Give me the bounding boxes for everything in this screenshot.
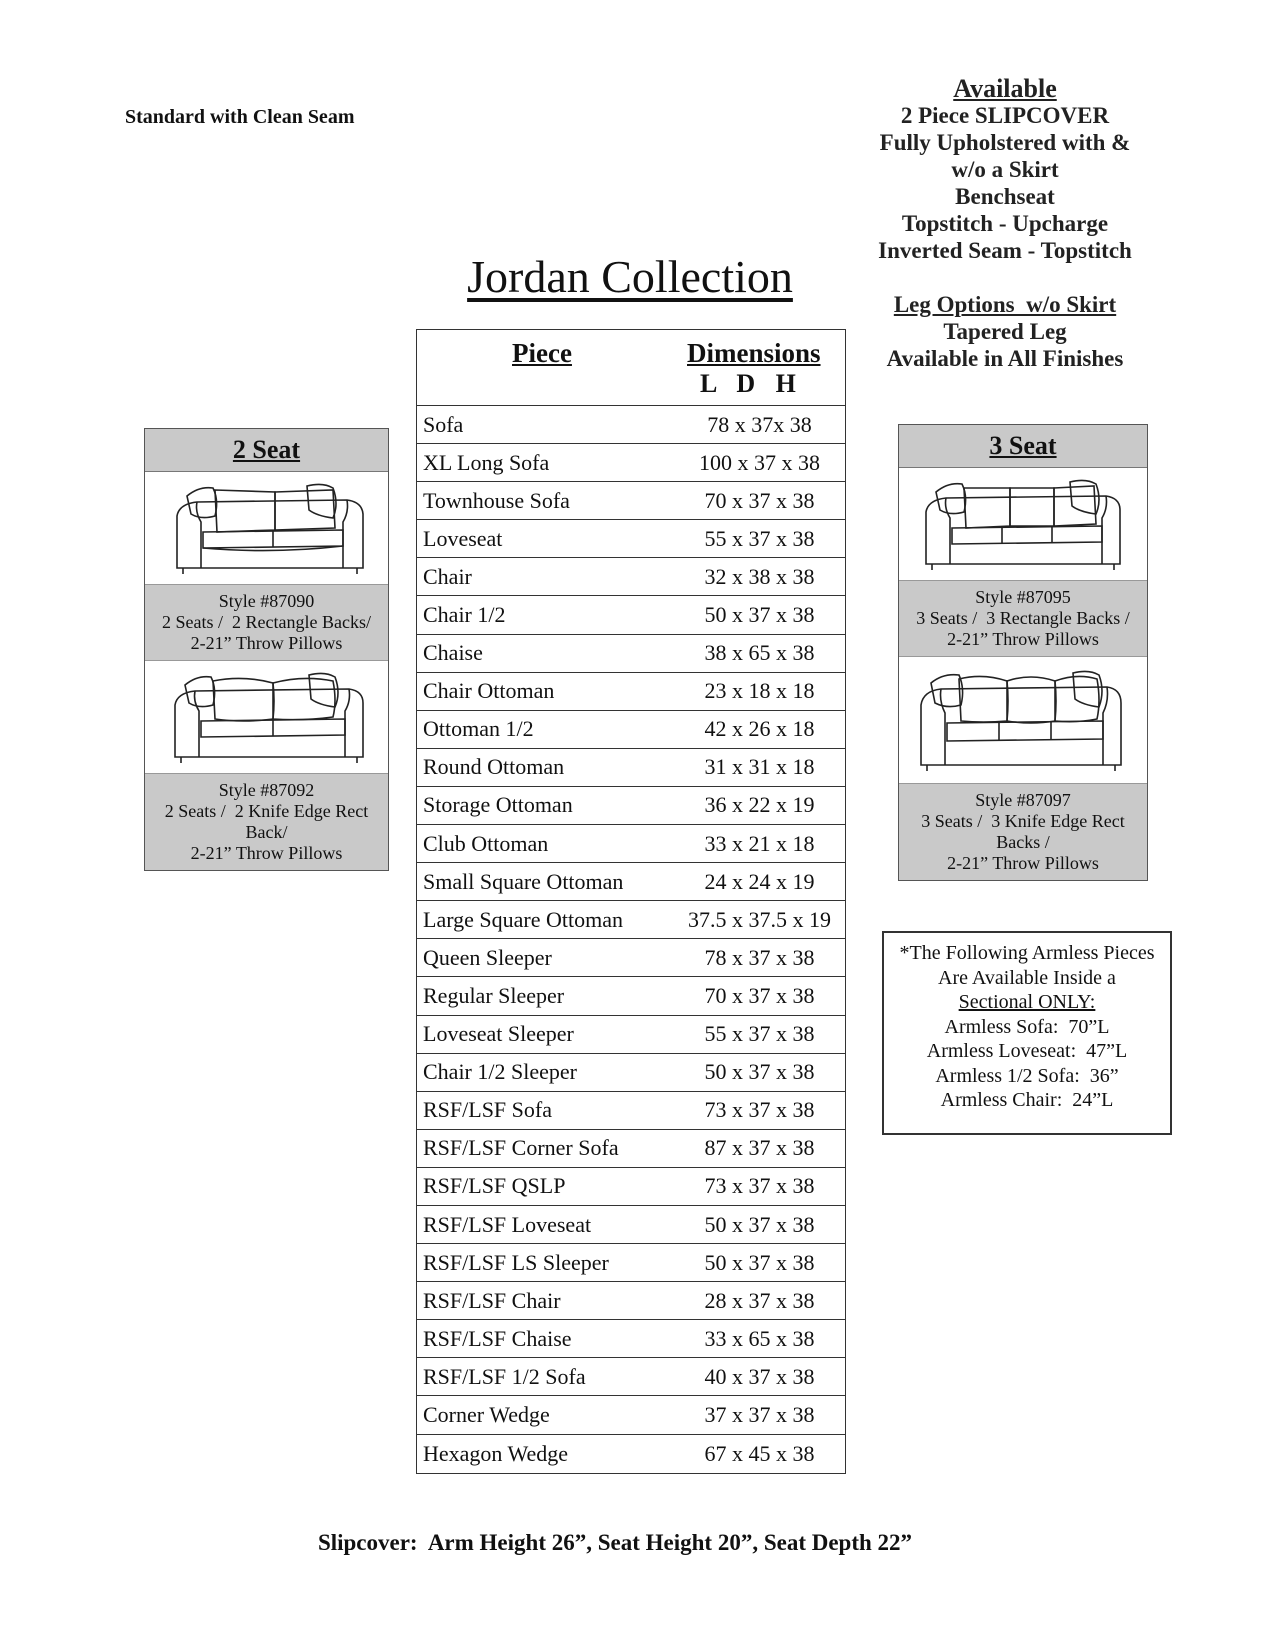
style-desc: 2-21” Throw Pillows (947, 853, 1099, 873)
piece-name: Club Ottoman (423, 830, 549, 856)
piece-dimensions: 70 x 37 x 38 (704, 982, 815, 1008)
piece-name: Corner Wedge (423, 1401, 550, 1427)
table-row (417, 520, 845, 558)
piece-name: Loveseat Sleeper (423, 1021, 574, 1047)
piece-dimensions: 87 x 37 x 38 (704, 1135, 815, 1161)
style-desc: Back/ (245, 822, 288, 842)
available-line: Topstitch - Upcharge (901, 211, 1109, 236)
armless-item: Armless Loveseat: 47”L (926, 1040, 1128, 1062)
sofa-2-seat-knife-illustration (145, 661, 388, 774)
table-row (417, 1016, 845, 1054)
style-number: Style #87090 (218, 591, 315, 611)
piece-name: RSF/LSF LS Sleeper (423, 1249, 609, 1275)
table-row (417, 1396, 845, 1434)
piece-dimensions: 42 x 26 x 18 (704, 716, 815, 742)
style-87092-caption (145, 774, 388, 870)
table-row (417, 635, 845, 673)
piece-dimensions: 55 x 37 x 38 (704, 1021, 815, 1047)
piece-dimensions: 50 x 37 x 38 (704, 602, 815, 628)
table-row (417, 1282, 845, 1320)
collection-title: Jordan Collection (467, 251, 793, 302)
style-number: Style #87092 (218, 780, 315, 800)
sofa-2-seat-rect-illustration (145, 472, 388, 585)
table-row (417, 977, 845, 1015)
armless-line: Are Available Inside a (938, 966, 1116, 989)
three-seat-panel (898, 424, 1148, 881)
table-row (417, 406, 845, 444)
table-row (417, 558, 845, 596)
piece-dimensions: 37.5 x 37.5 x 19 (688, 906, 831, 932)
piece-dimensions: 78 x 37 x 38 (704, 944, 815, 970)
available-line: Inverted Seam - Topstitch (878, 238, 1132, 263)
piece-name: RSF/LSF Loveseat (423, 1211, 592, 1237)
piece-name: RSF/LSF Corner Sofa (423, 1135, 619, 1161)
available-line: Benchseat (955, 184, 1055, 209)
table-row (417, 939, 845, 977)
piece-name: Chair (423, 563, 472, 589)
piece-dimensions: 23 x 18 x 18 (704, 678, 815, 704)
armless-item: Armless Chair: 24”L (940, 1089, 1114, 1111)
piece-name: RSF/LSF 1/2 Sofa (423, 1363, 586, 1389)
piece-dimensions: 36 x 22 x 19 (704, 792, 815, 818)
dimensions-table (416, 329, 846, 1474)
piece-name: RSF/LSF Chaise (423, 1325, 572, 1351)
piece-name: Small Square Ottoman (423, 868, 624, 894)
piece-name: RSF/LSF Chair (423, 1287, 561, 1313)
piece-dimensions: 78 x 37x 38 (707, 411, 812, 437)
armless-item: Armless 1/2 Sofa: 36” (935, 1064, 1119, 1087)
piece-dimensions: 33 x 65 x 38 (704, 1325, 815, 1351)
piece-name: Hexagon Wedge (423, 1440, 569, 1466)
table-row (417, 863, 845, 901)
piece-name: Round Ottoman (423, 754, 565, 780)
leg-options-title: Leg Options w/o Skirt (893, 292, 1117, 317)
slipcover-footer: Slipcover: Arm Height 26”, Seat Height 20”, Seat Depth 22” (317, 1530, 913, 1555)
dimensions-column-header: Dimensions (687, 338, 821, 368)
piece-name: Large Square Ottoman (423, 906, 623, 932)
table-row (417, 1130, 845, 1168)
piece-dimensions: 33 x 21 x 18 (704, 830, 815, 856)
armless-line: Sectional ONLY: (958, 991, 1096, 1013)
style-desc: 2 Seats / 2 Rectangle Backs/ (162, 612, 371, 632)
piece-dimensions: 50 x 37 x 38 (704, 1059, 815, 1085)
armless-pieces-box (882, 931, 1172, 1135)
style-desc: 2-21” Throw Pillows (947, 629, 1099, 649)
piece-dimensions: 67 x 45 x 38 (704, 1440, 815, 1466)
sofa-3-seat-rect-illustration (899, 468, 1147, 581)
table-row (417, 901, 845, 939)
table-row (417, 787, 845, 825)
table-row (417, 1206, 845, 1244)
piece-dimensions: 70 x 37 x 38 (704, 487, 815, 513)
piece-name: Ottoman 1/2 (423, 716, 534, 742)
style-desc: Backs / (996, 832, 1050, 852)
piece-name: Chaise (423, 640, 483, 666)
table-row (417, 1244, 845, 1282)
table-body (417, 406, 845, 1473)
style-desc: 3 Seats / 3 Knife Edge Rect (921, 811, 1125, 831)
piece-dimensions: 28 x 37 x 38 (704, 1287, 815, 1313)
piece-name: Chair 1/2 (423, 602, 506, 628)
table-row (417, 1092, 845, 1130)
piece-column-header: Piece (512, 338, 572, 368)
table-row (417, 1168, 845, 1206)
three-seat-title: 3 Seat (899, 425, 1147, 468)
table-row (417, 825, 845, 863)
piece-dimensions: 24 x 24 x 19 (704, 868, 815, 894)
armless-item: Armless Sofa: 70”L (944, 1015, 1110, 1038)
piece-name: Loveseat (423, 525, 503, 551)
piece-name: Storage Ottoman (423, 792, 573, 818)
piece-dimensions: 100 x 37 x 38 (699, 449, 820, 475)
piece-dimensions: 50 x 37 x 38 (704, 1211, 815, 1237)
table-row (417, 482, 845, 520)
table-row (417, 1435, 845, 1473)
available-line: w/o a Skirt (951, 157, 1059, 182)
table-row (417, 1054, 845, 1092)
style-desc: 2 Seats / 2 Knife Edge Rect (164, 801, 369, 821)
sofa-3-seat-knife-illustration (899, 657, 1147, 784)
style-87095-caption (899, 581, 1147, 657)
table-row (417, 444, 845, 482)
leg-option-line: Tapered Leg (943, 319, 1067, 344)
ldh-subheader: L D H (700, 369, 796, 398)
piece-dimensions: 50 x 37 x 38 (704, 1249, 815, 1275)
piece-dimensions: 40 x 37 x 38 (704, 1363, 815, 1389)
two-seat-title: 2 Seat (145, 429, 388, 472)
style-desc: 3 Seats / 3 Rectangle Backs / (916, 608, 1130, 628)
style-number: Style #87095 (975, 587, 1071, 607)
piece-name: Townhouse Sofa (423, 487, 570, 513)
piece-name: RSF/LSF QSLP (423, 1173, 566, 1199)
piece-name: Queen Sleeper (423, 944, 552, 970)
piece-name: Regular Sleeper (423, 982, 565, 1008)
standard-note: Standard with Clean Seam (125, 106, 355, 128)
table-row (417, 1320, 845, 1358)
style-desc: 2-21” Throw Pillows (190, 633, 343, 653)
piece-dimensions: 37 x 37 x 38 (704, 1401, 815, 1427)
available-line: Fully Upholstered with & (879, 130, 1131, 155)
piece-dimensions: 31 x 31 x 18 (704, 754, 815, 780)
table-row (417, 596, 845, 634)
piece-dimensions: 32 x 38 x 38 (704, 563, 815, 589)
style-87097-caption (899, 784, 1147, 880)
table-row (417, 749, 845, 787)
piece-name: RSF/LSF Sofa (423, 1097, 552, 1123)
armless-line: *The Following Armless Pieces (899, 942, 1155, 964)
piece-name: XL Long Sofa (423, 449, 550, 475)
available-title: Available (953, 74, 1057, 103)
table-row (417, 673, 845, 711)
available-line: 2 Piece SLIPCOVER (900, 103, 1110, 128)
piece-dimensions: 73 x 37 x 38 (704, 1173, 815, 1199)
available-options (860, 75, 1150, 372)
piece-name: Chair Ottoman (423, 678, 555, 704)
piece-name: Sofa (423, 411, 464, 437)
style-number: Style #87097 (975, 790, 1071, 810)
piece-dimensions: 38 x 65 x 38 (704, 640, 815, 666)
style-87090-caption (145, 585, 388, 661)
table-header (417, 330, 845, 406)
piece-dimensions: 73 x 37 x 38 (704, 1097, 815, 1123)
two-seat-panel (144, 428, 389, 871)
style-desc: 2-21” Throw Pillows (190, 843, 343, 863)
piece-name: Chair 1/2 Sleeper (423, 1059, 577, 1085)
leg-option-line: Available in All Finishes (886, 346, 1124, 371)
piece-dimensions: 55 x 37 x 38 (704, 525, 815, 551)
table-row (417, 1358, 845, 1396)
table-row (417, 711, 845, 749)
